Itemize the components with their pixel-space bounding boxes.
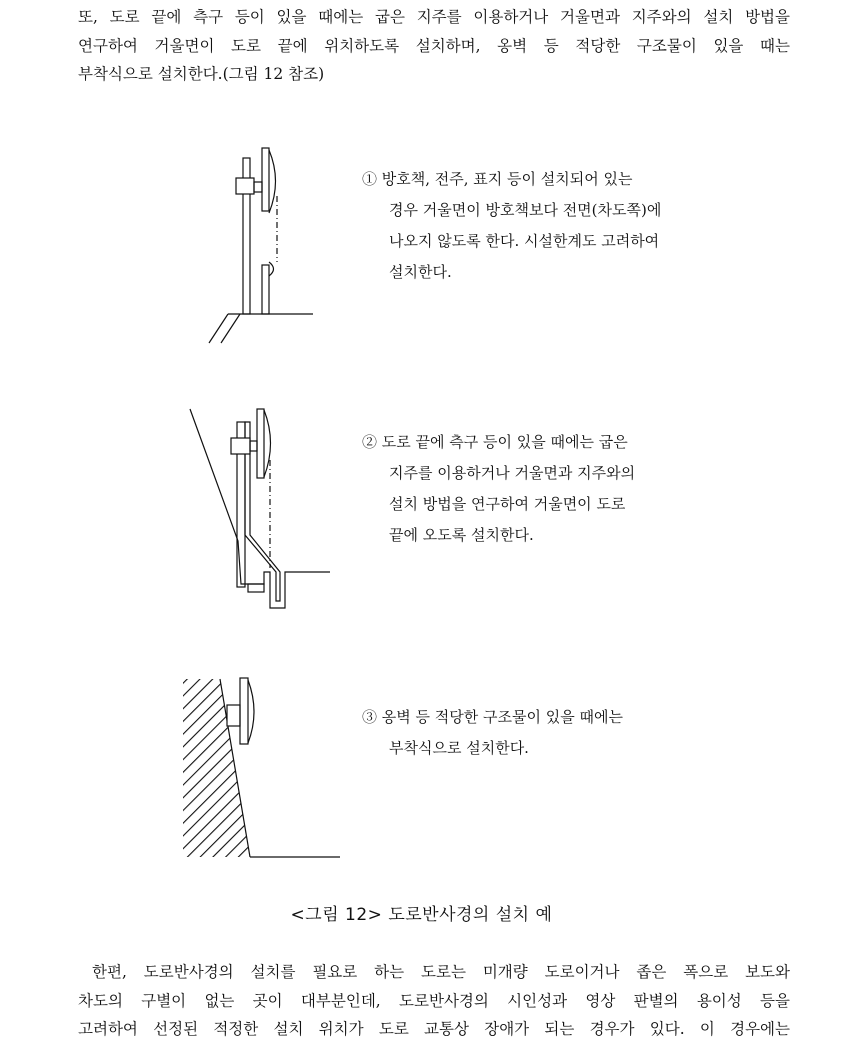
diagram-wall-mount: [183, 678, 340, 857]
outro-line: 한편, 도로반사경의 설치를 필요로 하는 도로는 미개량 도로이거나 좁은 폭으로 보도와: [92, 963, 790, 981]
diagram-bent-pole: [190, 409, 330, 608]
note-line: ② 도로 끝에 측구 등이 있을 때에는 굽은: [362, 433, 628, 451]
note-line: 지주를 이용하거나 거울면과 지주와의: [389, 464, 636, 482]
figure-note-3: [362, 702, 684, 764]
note-line: ① 방호책, 전주, 표지 등이 설치되어 있는: [362, 170, 633, 188]
figure-caption: <그림 12> 도로반사경의 설치 예: [290, 905, 553, 925]
figure-note-2: [362, 427, 684, 551]
outro-line: 고려하여 선정된 적정한 설치 위치가 도로 교통상 장애가 되는 경우가 있다. 이 경우에는: [78, 1020, 790, 1038]
outro-paragraph: [78, 958, 790, 1044]
note-line: 나오지 않도록 한다. 시설한계도 고려하여: [389, 232, 660, 250]
note-line: 경우 거울면이 방호책보다 전면(차도쪽)에: [389, 201, 662, 219]
note-line: ③ 옹벽 등 적당한 구조물이 있을 때에는: [362, 708, 623, 726]
diagram-guardrail-mount: [209, 148, 313, 343]
note-line: 설치한다.: [389, 263, 452, 281]
intro-line: 연구하여 거울면이 도로 끝에 위치하도록 설치하며, 옹벽 등 적당한 구조물이 있을 때는: [78, 36, 790, 55]
intro-line: 부착식으로 설치한다.(그림 12 참조): [78, 65, 325, 83]
note-line: 끝에 오도록 설치한다.: [389, 526, 534, 544]
intro-paragraph: [78, 3, 790, 89]
outro-line: 차도의 구별이 없는 곳이 대부분인데, 도로반사경의 시인성과 영상 판별의 용이성 등을: [78, 991, 790, 1010]
intro-line: 또, 도로 끝에 측구 등이 있을 때에는 굽은 지주를 이용하거나 거울면과 지주와의 설치 방법을: [78, 8, 790, 26]
note-line: 설치 방법을 연구하여 거울면이 도로: [389, 495, 626, 513]
figure-note-1: [362, 164, 684, 288]
note-line: 부착식으로 설치한다.: [389, 739, 529, 757]
